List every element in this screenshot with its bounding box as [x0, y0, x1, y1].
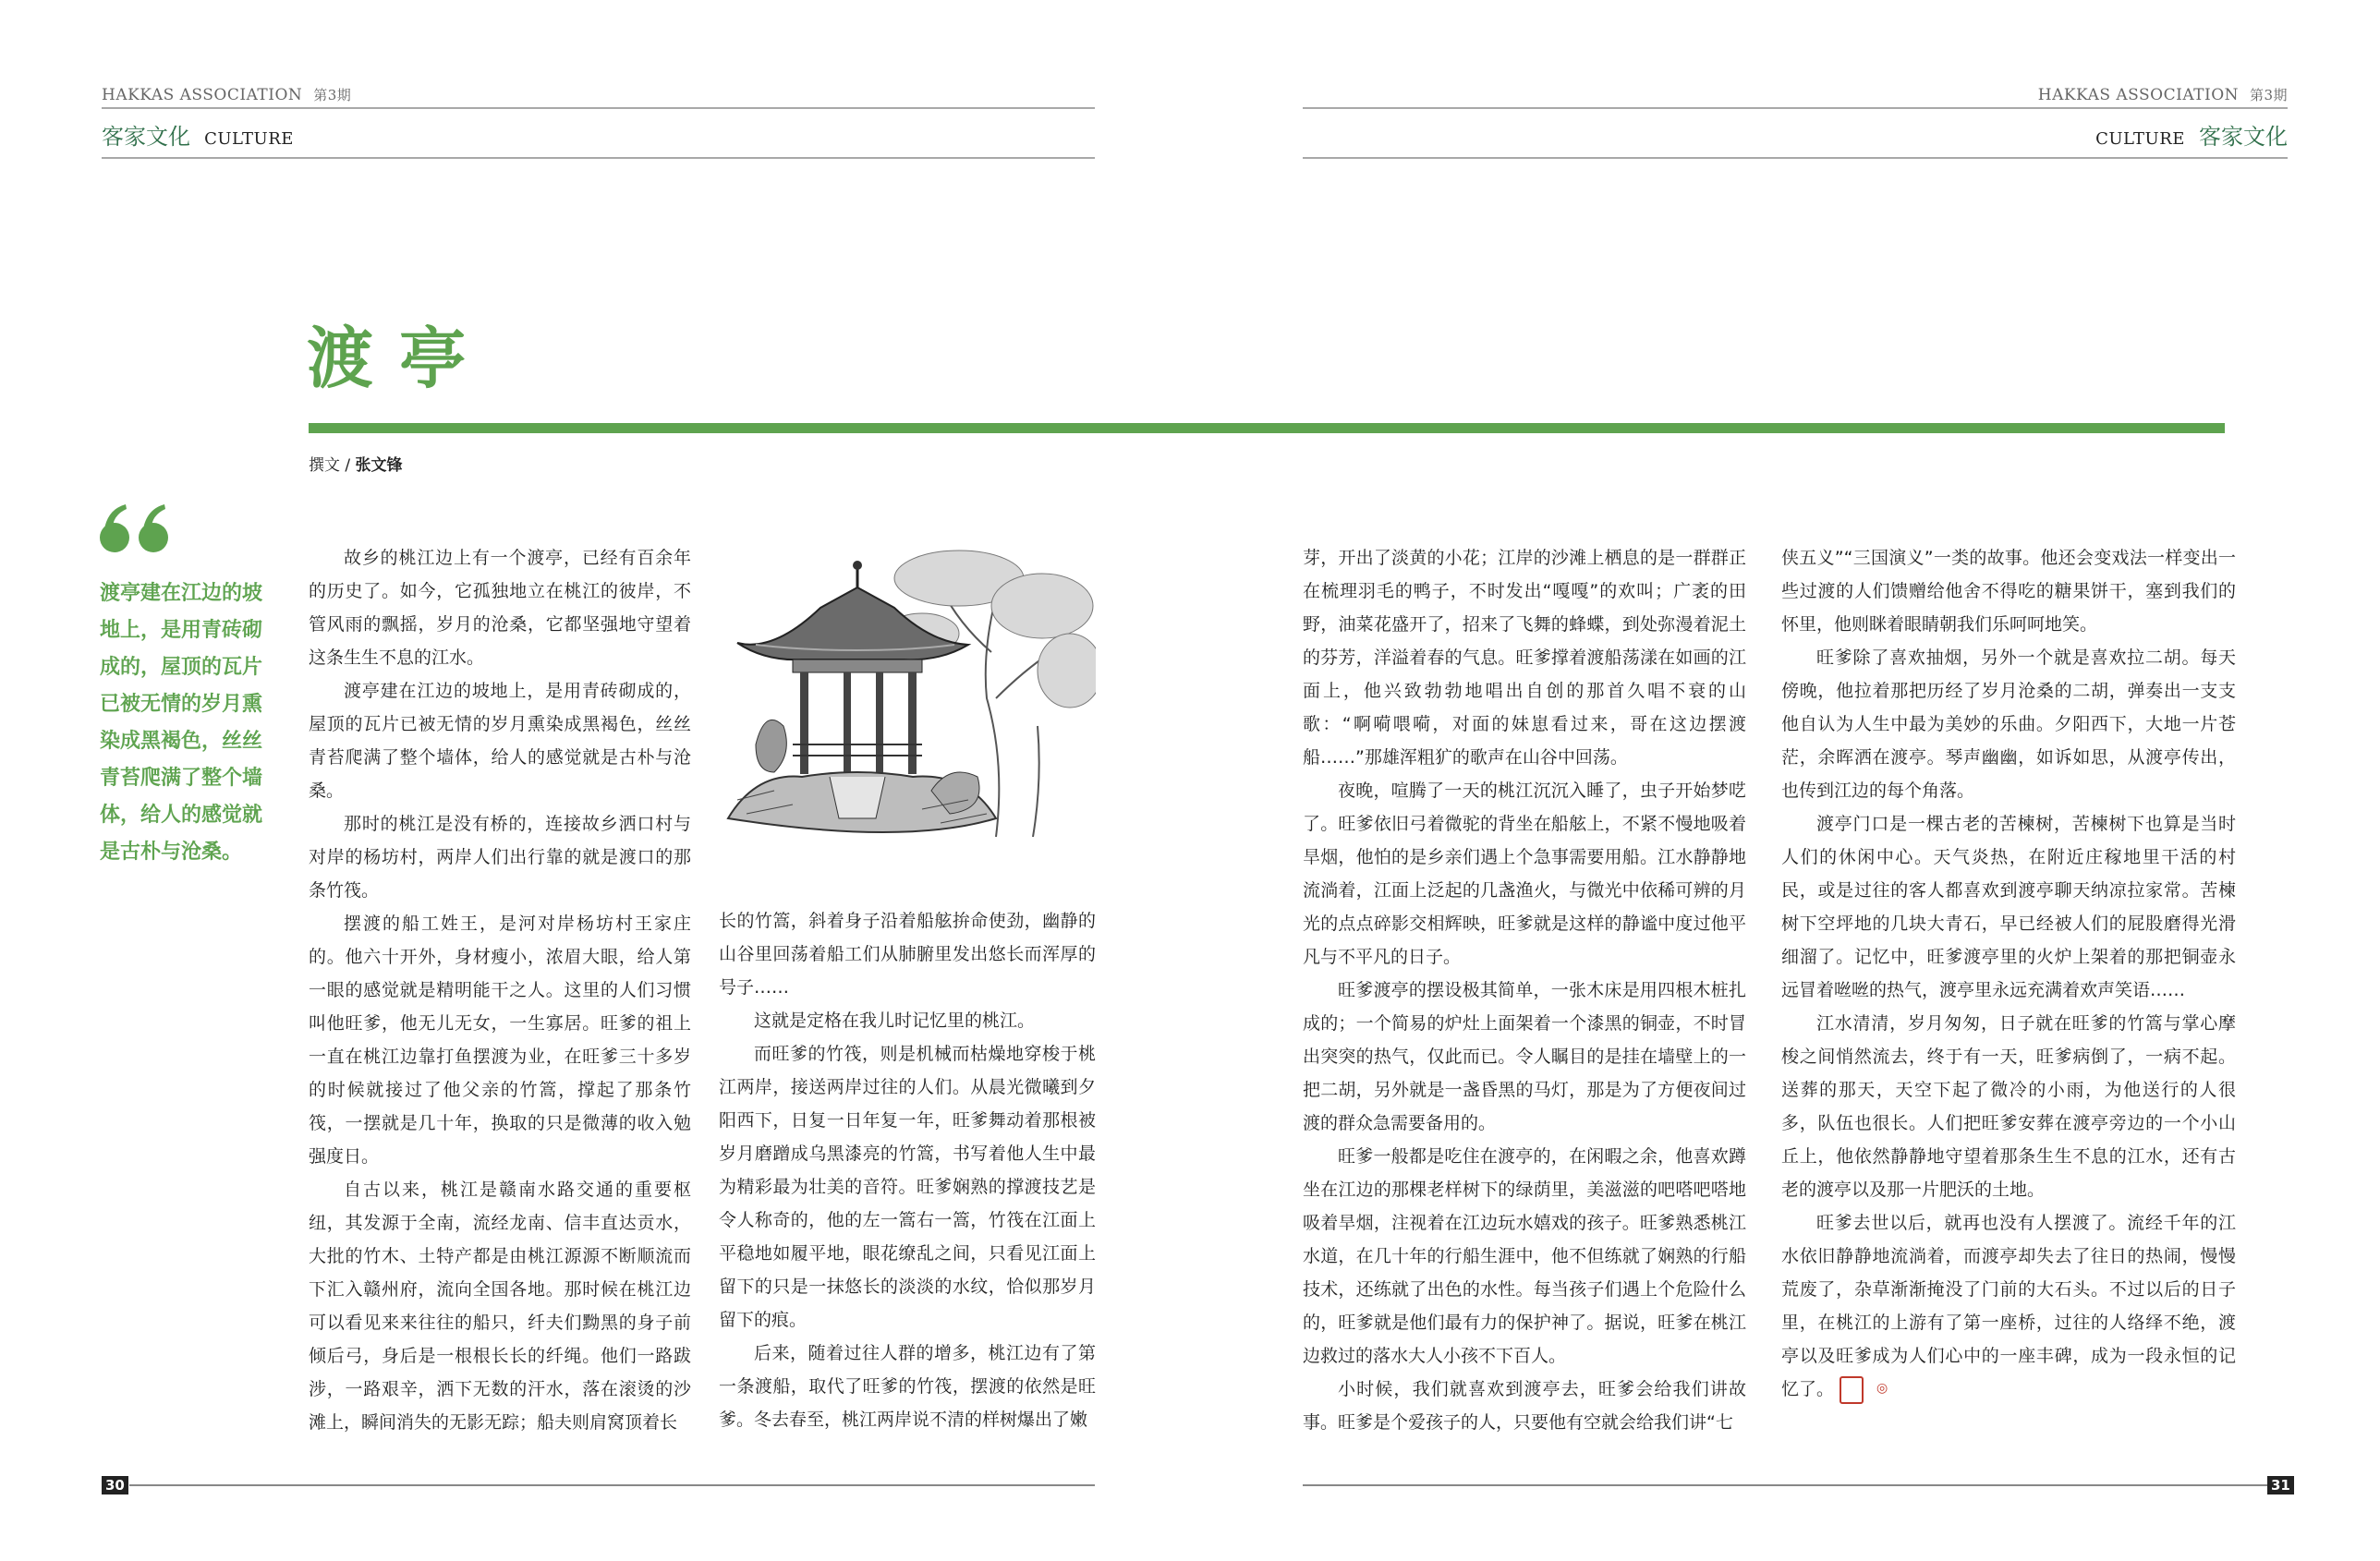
byline-label: 撰文 / [309, 456, 356, 475]
header-rule-left [102, 107, 1095, 109]
article-title: 渡亭 [307, 319, 492, 397]
footer-rule-right [1303, 1484, 2268, 1486]
paragraph: 长的竹篙，斜着身子沿着船舷拚命使劲，幽静的山谷里回荡着船工们从肺腑里发出悠长而浑厚的号子…… [719, 911, 1096, 998]
paragraph: 而旺爹的竹筏，则是机械而枯燥地穿梭于桃江两岸，接送两岸过往的人们。从晨光微曦到夕阳西下，日复一日年复一年，旺爹舞动着那根被岁月磨蹭成乌黑漆亮的竹篙，书写着他人生中最为精彩最为壮美的音符。旺爹娴熟的撑渡技艺是令人称奇的，他的左一篙右一篙，竹筏在江面上平稳地如履平地，眼花缭乱之间，只看见江面上留下的只是一抹悠长的淡淡的水纹，恰似那岁月留下的痕。 [719, 1044, 1096, 1330]
paragraph: 小时候，我们就喜欢到渡亭去，旺爹会给我们讲故事。旺爹是个爱孩子的人，只要他有空就会给我们讲“七 [1303, 1379, 1746, 1433]
section-cn: 客家文化 [2199, 124, 2288, 150]
paragraph: 渡亭门口是一棵古老的苦楝树，苦楝树下也算是当时人们的休闲中心。天气炎热，在附近庄稼地里干活的村民，或是过往的客人都喜欢到渡亭聊天纳凉拉家常。苦楝树下空坪地的几块大青石，早已经被人们的屁股磨得光滑细溜了。记忆中，旺爹渡亭里的火炉上架着的那把铜壶永远冒着咝咝的热气，渡亭里永远充满着欢声笑语…… [1781, 814, 2236, 1000]
section-cn: 客家文化 [102, 124, 190, 150]
title-bar [309, 423, 2225, 433]
section-rule-right [1303, 157, 2288, 159]
paragraph: 渡亭建在江边的坡地上，是用青砖砌成的，屋顶的瓦片已被无情的岁月熏染成黑褐色，丝丝青苔爬满了整个墙体，给人的感觉就是古朴与沧桑。 [309, 681, 691, 801]
paragraph: 侠五义”“三国演义”一类的故事。他还会变戏法一样变出一些过渡的人们馈赠给他舍不得吃的糖果饼干，塞到我们的怀里，他则眯着眼睛朝我们乐呵呵地笑。 [1781, 548, 2236, 635]
byline [309, 452, 403, 475]
paragraph: 旺爹渡亭的摆设极其简单，一张木床是用四根木桩扎成的；一个简易的炉灶上面架着一个漆黑的铜壶，不时冒出突突的热气，仅此而已。令人瞩目的是挂在墙壁上的一把二胡，另外就是一盏昏黑的马灯，那是为了方便夜间过渡的群众急需要备用的。 [1303, 980, 1746, 1133]
end-seal-icon: ◎ [1840, 1376, 1864, 1404]
paragraph [1781, 1206, 2236, 1406]
header-left [102, 85, 351, 104]
quote-mark-icon [98, 501, 174, 558]
footer-rule-left [129, 1484, 1095, 1486]
paragraph: 旺爹除了喜欢抽烟，另外一个就是喜欢拉二胡。每天傍晚，他拉着那把历经了岁月沧桑的二胡，弹奏出一支支他自认为人生中最为美妙的乐曲。夕阳西下，大地一片苍茫，余晖洒在渡亭。琴声幽幽，如诉如思，从渡亭传出，也传到江边的每个角落。 [1781, 647, 2236, 801]
column-4 [1781, 541, 2236, 1406]
header-right [2038, 85, 2288, 104]
pavilion-illustration [719, 541, 1096, 852]
paragraph: 故乡的桃江边上有一个渡亭，已经有百余年的历史了。如今，它孤独地立在桃江的彼岸，不管风雨的飘摇，岁月的沧桑，它都坚强地守望着这条生生不息的江水。 [309, 548, 691, 668]
author-name: 张文锋 [355, 456, 403, 475]
column-1 [309, 541, 691, 1439]
page-number-right: 31 [2267, 1476, 2294, 1494]
paragraph: 夜晚，喧腾了一天的桃江沉沉入睡了，虫子开始梦呓了。旺爹依旧弓着微驼的背坐在船舷上，不紧不慢地吸着旱烟，他怕的是乡亲们遇上个急事需要用船。江水静静地流淌着，江面上泛起的几盏渔火，与微光中依稀可辨的月光的点点碎影交相辉映，旺爹就是这样的静谧中度过他平凡与不平凡的日子。 [1303, 780, 1746, 967]
paragraph: 自古以来，桃江是赣南水路交通的重要枢纽，其发源于全南，流经龙南、信丰直达贡水，大批的竹木、土特产都是由桃江源源不断顺流而下汇入赣州府，流向全国各地。那时候在桃江边可以看见来来往往的船只，纤夫们黝黑的身子前倾后弓，身后是一根根长长的纤绳。他们一路跋涉，一路艰辛，洒下无数的汗水，落在滚烫的沙滩上，瞬间消失的无影无踪；船夫则肩窝顶着长 [309, 1180, 691, 1433]
assoc-name: HAKKAS ASSOCIATION [2037, 86, 2240, 104]
paragraph: 这就是定格在我儿时记忆里的桃江。 [754, 1010, 1036, 1031]
issue-number: 第3期 [2249, 87, 2288, 103]
paragraph: 芽，开出了淡黄的小花；江岸的沙滩上栖息的是一群群正在梳理羽毛的鸭子，不时发出“嘎嘎”的欢叫；广袤的田野，油菜花盛开了，招来了飞舞的蜂蝶，到处弥漫着泥土的芬芳，洋溢着春的气息。旺爹撑着渡船荡漾在如画的江面上，他兴致勃勃地唱出自创的那首久唱不衰的山歌：“啊嗬喂嗬，对面的妹崽看过来，哥在这边摆渡船……”那雄浑粗犷的歌声在山谷中回荡。 [1303, 548, 1746, 768]
paragraph: 旺爹一般都是吃住在渡亭的，在闲暇之余，他喜欢蹲坐在江边的那棵老样树下的绿荫里，美滋滋的吧嗒吧嗒地吸着旱烟，注视着在江边玩水嬉戏的孩子。旺爹熟悉桃江水道，在几十年的行船生涯中，他不但练就了娴熟的行船技术，还练就了出色的水性。每当孩子们遇上个危险什么的，旺爹就是他们最有力的保护神了。据说，旺爹在桃江边救过的落水大人小孩不下百人。 [1303, 1146, 1746, 1366]
column-2 [719, 904, 1096, 1436]
assoc-name: HAKKAS ASSOCIATION [102, 86, 303, 104]
column-3 [1303, 541, 1746, 1439]
header-rule-right [1303, 107, 2288, 109]
section-rule-left [102, 157, 1095, 159]
pull-quote: 渡亭建在江边的坡地上，是用青砖砌成的，屋顶的瓦片已被无情的岁月熏染成黑褐色，丝丝青苔爬满了整个墙体，给人的感觉就是古朴与沧桑。 [100, 581, 263, 864]
section-label-right [2095, 118, 2288, 151]
section-label-left [102, 118, 294, 151]
paragraph: 摆渡的船工姓王，是河对岸杨坊村王家庄的。他六十开外，身材瘦小，浓眉大眼，给人第一眼的感觉就是精明能干之人。这里的人们习惯叫他旺爹，他无儿无女，一生寡居。旺爹的祖上一直在桃江边靠打鱼摆渡为业，在旺爹三十多岁的时候就接过了他父亲的竹篙，撑起了那条竹筏，一摆就是几十年，换取的只是微薄的收入勉强度日。 [309, 914, 691, 1167]
section-en: CULTURE [204, 129, 294, 149]
paragraph: 那时的桃江是没有桥的，连接故乡洒口村与对岸的杨坊村，两岸人们出行靠的就是渡口的那条竹筏。 [309, 814, 691, 901]
issue-number: 第3期 [313, 87, 352, 103]
paragraph: 后来，随着过往人群的增多，桃江边有了第一条渡船，取代了旺爹的竹筏，摆渡的依然是旺爹。冬去春至，桃江两岸说不清的样树爆出了嫩 [719, 1343, 1096, 1430]
section-en: CULTURE [2095, 129, 2185, 149]
page-number-left: 30 [102, 1476, 128, 1494]
paragraph-text: 旺爹去世以后，就再也没有人摆渡了。流经千年的江水依旧静静地流淌着，而渡亭却失去了往日的热闹，慢慢荒废了，杂草渐渐掩没了门前的大石头。不过以后的日子里，在桃江的上游有了第一座桥，过往的人络绎不绝，渡亭以及旺爹成为人们心中的一座丰碑，成为一段永恒的记忆了。 [1781, 1213, 2236, 1399]
paragraph: 江水清清，岁月匆匆，日子就在旺爹的竹篙与掌心摩梭之间悄然流去，终于有一天，旺爹病倒了，一病不起。送葬的那天，天空下起了微冷的小雨，为他送行的人很多，队伍也很长。人们把旺爹安葬在渡亭旁边的一个小山丘上，他依然静静地守望着那条生生不息的江水，还有古老的渡亭以及那一片肥沃的土地。 [1781, 1013, 2236, 1200]
